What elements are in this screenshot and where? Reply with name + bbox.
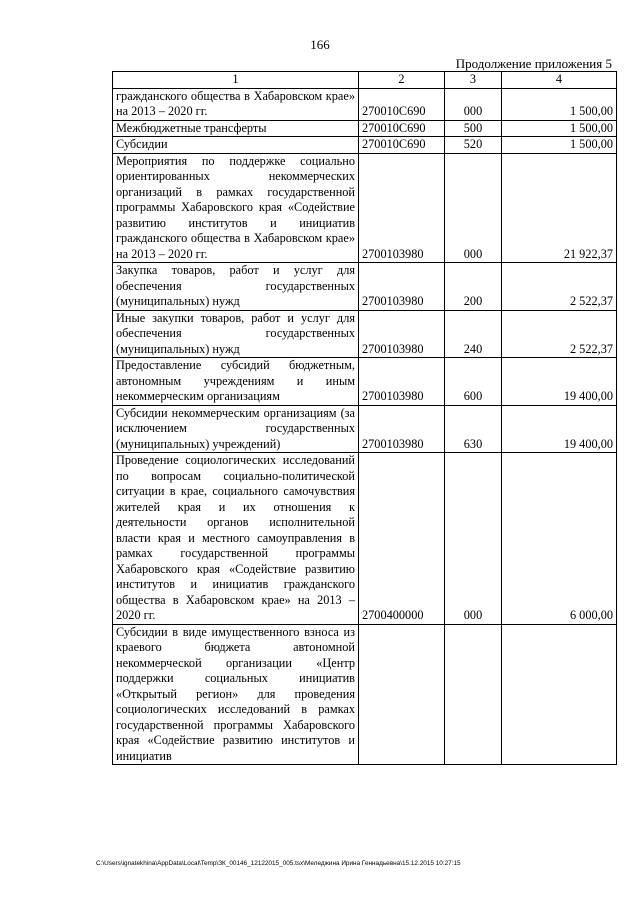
row-name: Субсидии xyxy=(113,137,359,154)
row-target-code: 2700103980 xyxy=(359,153,445,263)
table-row xyxy=(113,405,617,453)
table-row xyxy=(113,263,617,311)
table-row xyxy=(113,358,617,406)
table-row xyxy=(113,137,617,154)
row-name: Мероприятия по поддержке социально ориентированных некоммерческих организаций в рамках государственной программы Хабаровского края «Содействие развитию институтов и инициатив гражданского общества в Хабаровском крае» на 2013 – 2020 гг. xyxy=(113,153,359,263)
row-amount: 1 500,00 xyxy=(502,137,617,154)
continuation-label: Продолжение приложения 5 xyxy=(455,56,612,71)
row-name: Иные закупки товаров, работ и услуг для обеспечения государственных (муниципальных) нужд xyxy=(113,310,359,358)
row-amount: 1 500,00 xyxy=(502,88,617,120)
row-expense-type: 000 xyxy=(445,453,502,625)
column-header-1: 1 xyxy=(113,72,359,89)
table-row xyxy=(113,453,617,625)
row-target-code: 2700103980 xyxy=(359,405,445,453)
row-name: Проведение социологических исследований по вопросам социально-политической ситуации в крае, социального самочувствия жителей края и их отношения к деятельности органов исполнительной власти края и местного самоуправления в рамках государственной программы Хабаровского края «Содействие развитию институтов и инициатив гражданского общества в Хабаровском крае» на 2013 – 2020 гг. xyxy=(113,453,359,625)
budget-table xyxy=(112,71,617,765)
footer-file-path: C:\Users\ignatekhina\AppData\Local\Temp\ЗК_00146_12122015_005.tsx\Меледжина Ирина Геннадьевна\15.12.2015 10:27:15 xyxy=(96,860,461,867)
row-target-code: 270010С690 xyxy=(359,120,445,137)
column-header-3: 3 xyxy=(445,72,502,89)
row-target-code: 2700103980 xyxy=(359,358,445,406)
table-row xyxy=(113,624,617,765)
row-amount: 21 922,37 xyxy=(502,153,617,263)
row-target-code: 270010С690 xyxy=(359,88,445,120)
row-target-code: 2700103980 xyxy=(359,263,445,311)
row-amount xyxy=(502,624,617,765)
row-expense-type: 630 xyxy=(445,405,502,453)
column-header-2: 2 xyxy=(359,72,445,89)
table-header-row xyxy=(113,72,617,89)
row-target-code: 270010С690 xyxy=(359,137,445,154)
row-expense-type xyxy=(445,624,502,765)
table-row xyxy=(113,153,617,263)
row-name: Субсидии в виде имущественного взноса из краевого бюджета автономной некоммерческой организации «Центр поддержки социальных инициатив «Открытый регион» для проведения социологических исследований в рамках государственной программы Хабаровского края «Содействие развитию институтов и инициатив xyxy=(113,624,359,765)
table-row xyxy=(113,88,617,120)
column-header-4: 4 xyxy=(502,72,617,89)
row-expense-type: 000 xyxy=(445,153,502,263)
row-name: Межбюджетные трансферты xyxy=(113,120,359,137)
row-expense-type: 520 xyxy=(445,137,502,154)
table-row xyxy=(113,310,617,358)
row-name: Предоставление субсидий бюджетным, автономным учреждениям и иным некоммерческим организациям xyxy=(113,358,359,406)
row-expense-type: 500 xyxy=(445,120,502,137)
row-amount: 19 400,00 xyxy=(502,358,617,406)
row-target-code: 2700400000 xyxy=(359,453,445,625)
row-name: Закупка товаров, работ и услуг для обеспечения государственных (муниципальных) нужд xyxy=(113,263,359,311)
row-expense-type: 200 xyxy=(445,263,502,311)
row-amount: 2 522,37 xyxy=(502,263,617,311)
table-row xyxy=(113,120,617,137)
row-name: Субсидии некоммерческим организациям (за исключением государственных (муниципальных) учреждений) xyxy=(113,405,359,453)
page-number: 166 xyxy=(310,37,330,52)
row-expense-type: 000 xyxy=(445,88,502,120)
row-amount: 1 500,00 xyxy=(502,120,617,137)
row-target-code xyxy=(359,624,445,765)
row-name: гражданского общества в Хабаровском крае» на 2013 – 2020 гг. xyxy=(113,88,359,120)
row-expense-type: 600 xyxy=(445,358,502,406)
row-amount: 6 000,00 xyxy=(502,453,617,625)
row-amount: 19 400,00 xyxy=(502,405,617,453)
row-amount: 2 522,37 xyxy=(502,310,617,358)
row-expense-type: 240 xyxy=(445,310,502,358)
row-target-code: 2700103980 xyxy=(359,310,445,358)
